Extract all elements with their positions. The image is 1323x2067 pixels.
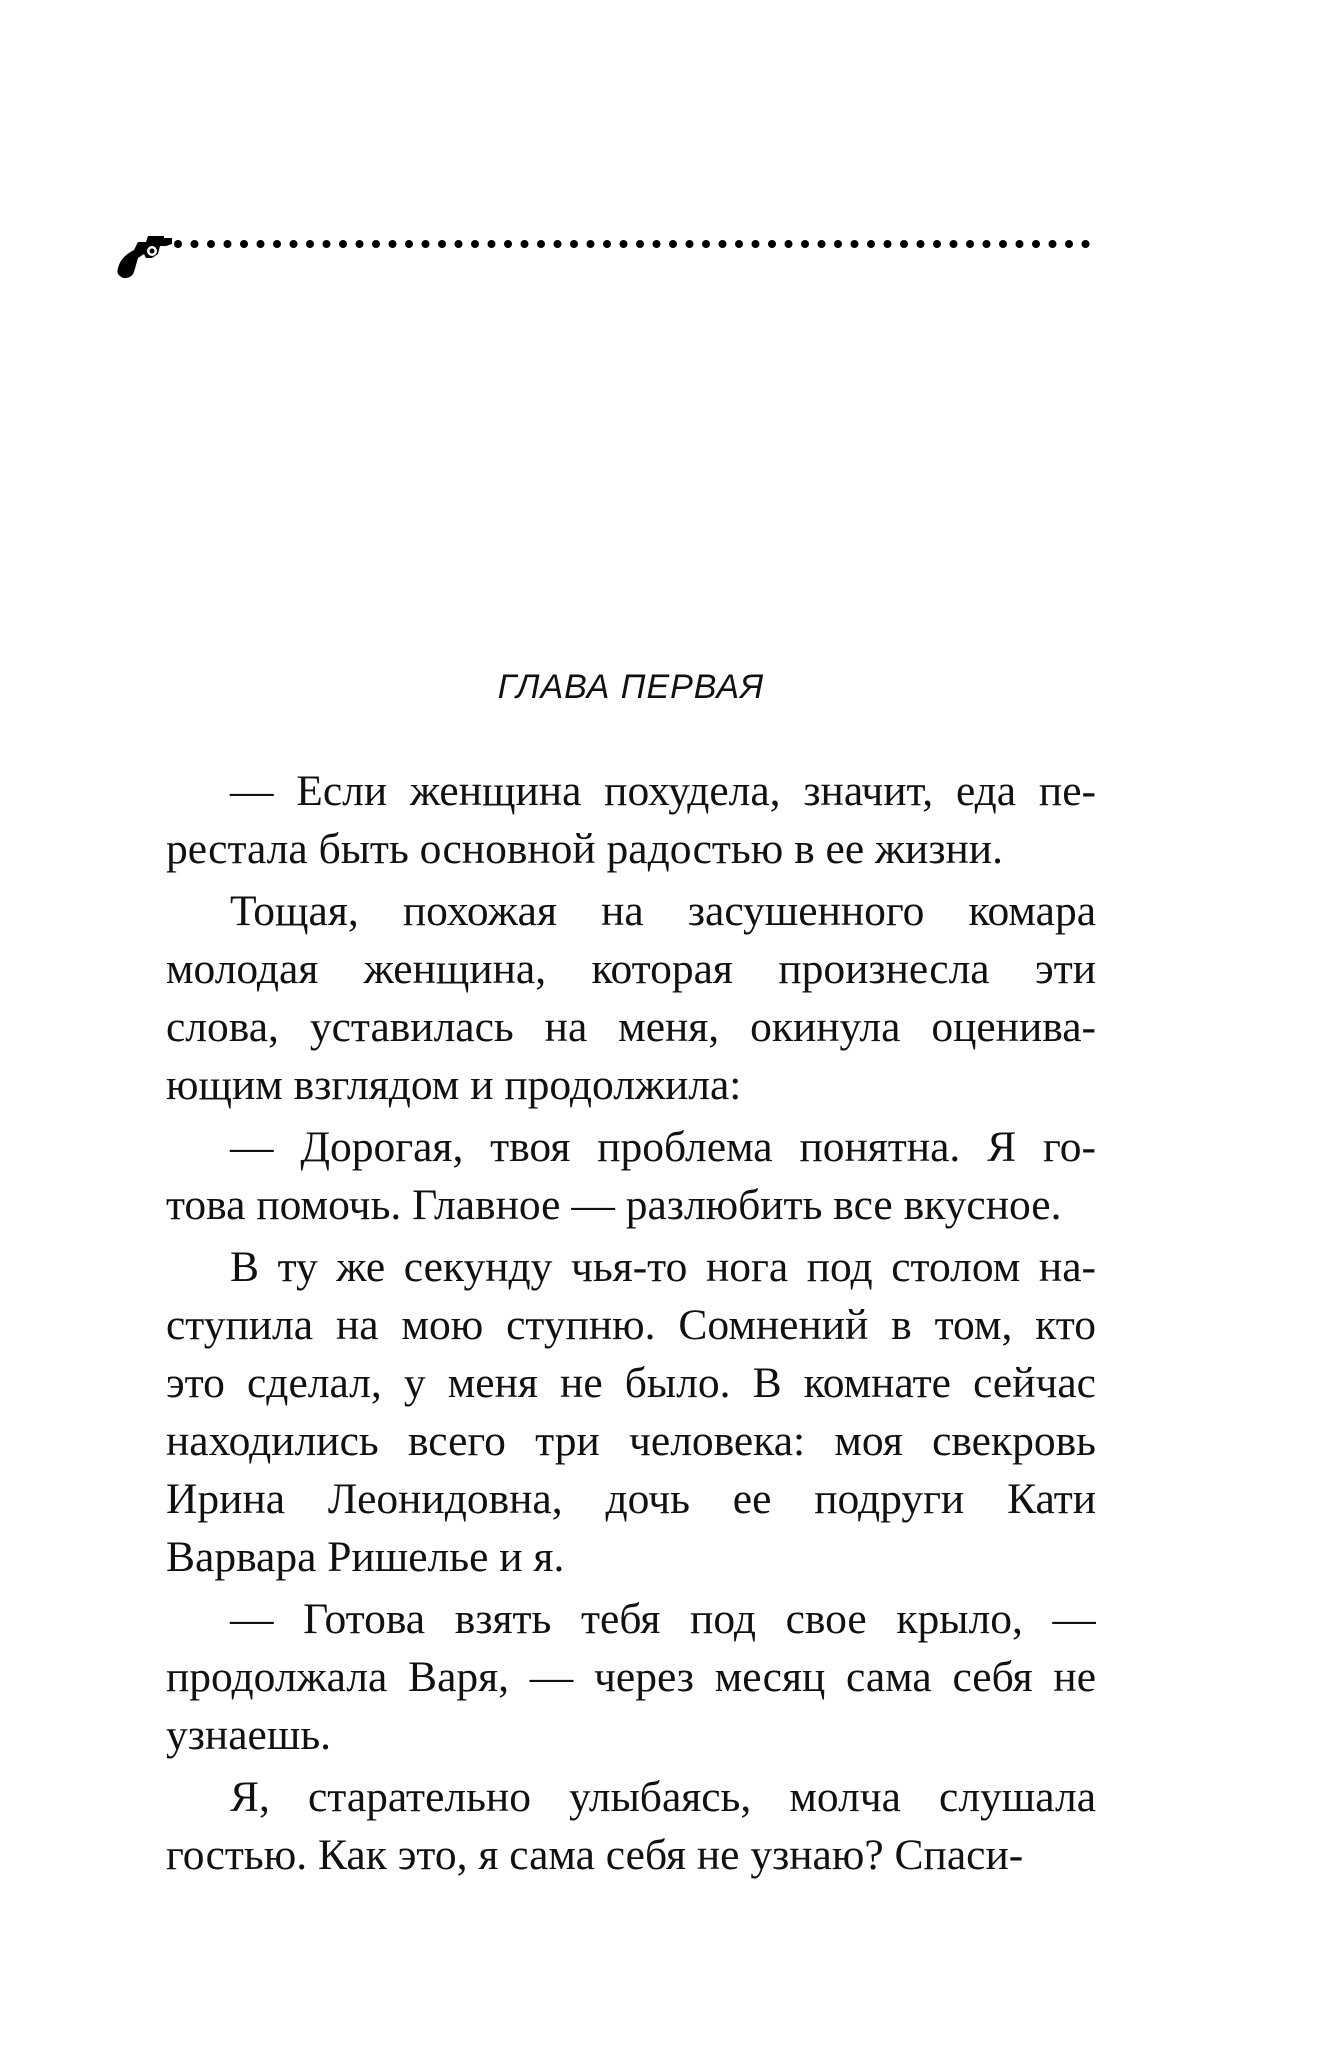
revolver-icon-rule [116,226,1096,282]
rule-dot [356,240,364,248]
rule-dot [735,240,743,248]
rule-dot [372,240,380,248]
rule-dot [669,240,677,248]
rule-dot [1016,240,1024,248]
text-line: слова, уставилась на меня, окинула оценива- [166,1003,1096,1051]
text-line: находились всего три человека: моя свекровь [166,1417,1096,1465]
text-line: Тощая, похожая на засушенного комара [230,887,1096,935]
rule-dot [207,240,215,248]
text-line: — Если женщина похудела, значит, еда пе- [230,767,1096,815]
text-body [166,762,1096,1888]
rule-dot [570,240,578,248]
text-line: — Дорогая, твоя проблема понятна. Я го- [230,1123,1096,1171]
rule-dot [950,240,958,248]
rule-dot [900,240,908,248]
rule-dot [554,240,562,248]
text-line: това помочь. Главное — разлюбить все вкусное. [166,1181,1062,1229]
text-line: ющим взглядом и продолжила: [166,1061,742,1109]
text-line: Я, старательно улыбаясь, молча слушала [230,1773,1096,1821]
rule-dot [422,240,430,248]
rule-dot [834,240,842,248]
text-line: ступила на мою ступню. Сомнений в том, кто [166,1301,1096,1349]
paragraph [166,1238,1096,1586]
text-line: Ирина Леонидовна, дочь ее подруги Кати [166,1475,1096,1523]
rule-dot [323,240,331,248]
text-line: — Готова взять тебя под свое крыло, — [230,1595,1096,1643]
rule-dot [603,240,611,248]
text-line: В ту же секунду чья-то нога под столом на- [230,1243,1096,1291]
text-line: это сделал, у меня не было. В комнате сейчас [166,1359,1096,1407]
text-line: молодая женщина, которая произнесла эти [166,945,1096,993]
rule-dot [620,240,628,248]
rule-dot [686,240,694,248]
text-line: Варвара Ришелье и я. [166,1533,565,1581]
revolver-icon [117,236,172,278]
rule-dot [851,240,859,248]
rule-dot [1049,240,1057,248]
rule-dot [191,240,199,248]
rule-dot [587,240,595,248]
paragraph [166,1768,1096,1884]
text-line: гостью. Как это, я сама себя не узнаю? Спаси- [166,1831,1024,1879]
chapter-title: ГЛАВА ПЕРВАЯ [497,668,765,706]
rule-dot [339,240,347,248]
rule-dot [884,240,892,248]
rule-dot [504,240,512,248]
rule-dot [917,240,925,248]
rule-dot [455,240,463,248]
rule-dot [438,240,446,248]
text-line: продолжала Варя, — через месяц сама себя не [166,1653,1096,1701]
rule-dot [719,240,727,248]
rule-dot [768,240,776,248]
paragraph [166,1590,1096,1764]
rule-dot [257,240,265,248]
rule-dot [521,240,529,248]
rule-dot [966,240,974,248]
header-ornament [116,226,1096,282]
rule-dot [405,240,413,248]
rule-dot [636,240,644,248]
rule-dot [240,240,248,248]
rule-dot [785,240,793,248]
rule-dot [702,240,710,248]
rule-dot [306,240,314,248]
rule-dot [801,240,809,248]
rule-dot [224,240,232,248]
rule-dot [273,240,281,248]
rule-dot [867,240,875,248]
rule-dot [389,240,397,248]
rule-dot [983,240,991,248]
paragraph [166,1118,1096,1234]
rule-dot [818,240,826,248]
rule-dot [488,240,496,248]
rule-dot [653,240,661,248]
text-line: узнаешь. [166,1711,332,1759]
paragraph [166,882,1096,1114]
rule-dot [471,240,479,248]
rule-dot [174,240,182,248]
rule-dot [999,240,1007,248]
paragraph [166,762,1096,878]
rule-dot [537,240,545,248]
rule-dot [1082,240,1090,248]
dotted-rule [174,240,1090,248]
text-line: рестала быть основной радостью в ее жизни. [166,825,1003,873]
rule-dot [1032,240,1040,248]
rule-dot [752,240,760,248]
rule-dot [1065,240,1073,248]
rule-dot [933,240,941,248]
rule-dot [290,240,298,248]
